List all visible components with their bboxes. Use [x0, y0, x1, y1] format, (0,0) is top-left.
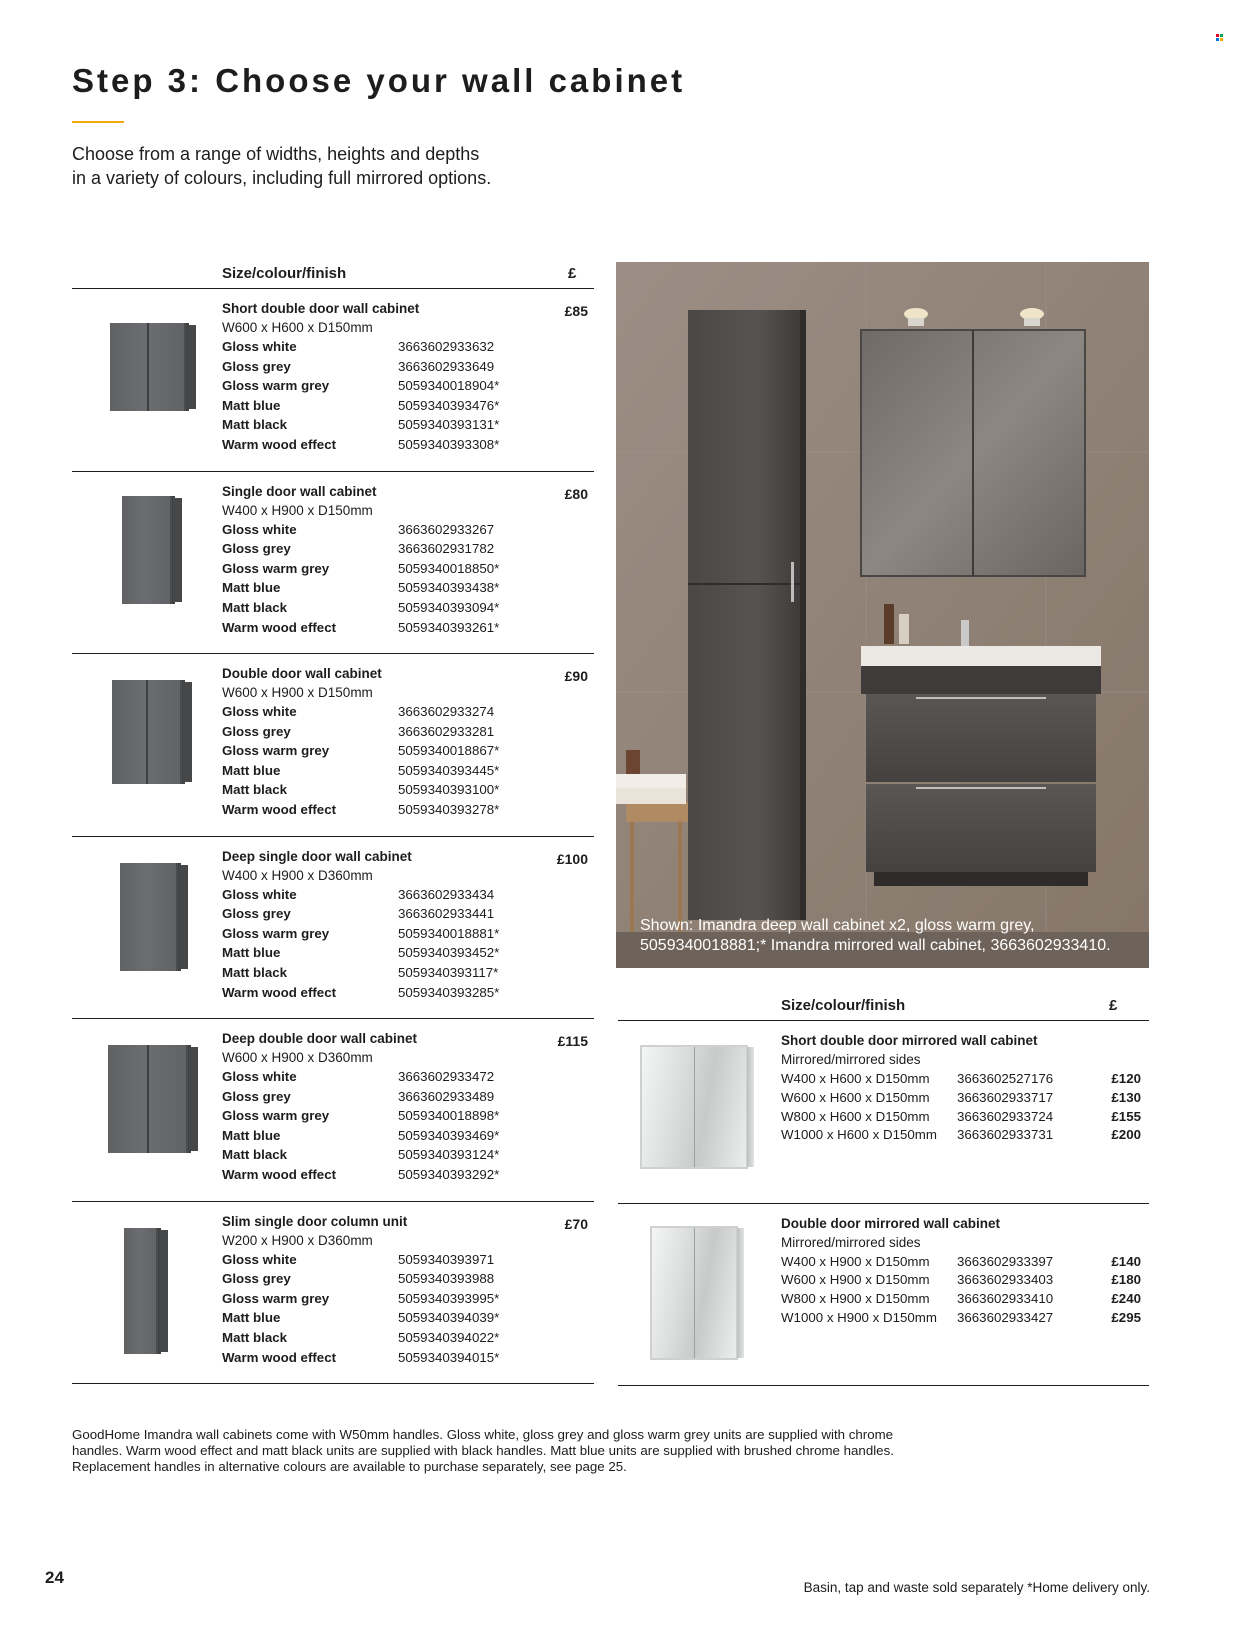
variant-code: 5059340393124* [398, 1147, 500, 1163]
product-price: £100 [556, 850, 588, 867]
footnote-line: Replacement handles in alternative colours are available to purchase separately, see page 25. [72, 1459, 627, 1474]
variant-code: 5059340393131* [398, 417, 500, 433]
variant-row [222, 704, 522, 724]
handles-footnote [72, 1427, 1132, 1475]
size-row [781, 1310, 1141, 1329]
brand-mark-icon [1216, 34, 1223, 41]
variant-code: 5059340393261* [398, 619, 500, 635]
footnote-line: GoodHome Imandra wall cabinets come with W50mm handles. Gloss white, gloss grey and gloss warm grey units are supplied with chrome [72, 1427, 894, 1442]
variant-row [222, 887, 522, 907]
title-underline [72, 121, 124, 123]
size-dimensions: W600 x H600 x D150mm [781, 1089, 930, 1105]
size-price: £295 [1111, 1309, 1141, 1325]
size-row [781, 1127, 1141, 1146]
variant-code: 5059340393100* [398, 782, 500, 798]
variant-code: 5059340394015* [398, 1349, 500, 1365]
variant-finish: Gloss white [222, 521, 297, 537]
variant-row [222, 1330, 522, 1350]
product-dimensions: W600 x H900 x D150mm [222, 685, 373, 700]
variant-code: 5059340393452* [398, 945, 500, 961]
bathroom-photo [616, 262, 1149, 968]
photo-caption [640, 916, 1140, 956]
variant-finish: Gloss grey [222, 723, 291, 739]
variant-row [222, 1128, 522, 1148]
caption-line: 5059340018881;* Imandra mirrored wall cabinet, 3663602933410. [640, 937, 1111, 954]
cabinet-side [173, 498, 182, 602]
size-dimensions: W1000 x H900 x D150mm [781, 1309, 937, 1325]
size-row [781, 1254, 1141, 1273]
short-double-door-cabinet-icon [110, 323, 189, 411]
variant-code: 3663602933632 [398, 339, 495, 354]
variant-finish: Gloss white [222, 1069, 297, 1084]
short-mirrored-cabinet-icon [640, 1045, 748, 1169]
size-price: £155 [1111, 1108, 1141, 1124]
caption-line: Shown: Imandra deep wall cabinet x2, gloss warm grey, [640, 917, 1035, 934]
product-name: Single door wall cabinet [222, 483, 377, 499]
variant-row [222, 1167, 522, 1187]
right-table-header [618, 994, 1149, 1021]
variant-finish: Matt black [222, 1329, 288, 1345]
door-split [694, 1047, 695, 1167]
variant-row [222, 339, 522, 359]
variant-finish: Gloss grey [222, 906, 291, 922]
variant-finish: Matt blue [222, 762, 281, 778]
variant-finish: Warm wood effect [222, 437, 337, 452]
cabinet-side [737, 1228, 744, 1358]
variant-finish: Gloss white [222, 1251, 297, 1267]
intro-text [72, 142, 592, 190]
variant-code: 5059340393308* [398, 437, 500, 452]
variant-finish: Matt blue [222, 1127, 281, 1143]
variant-code: 5059340393469* [398, 1127, 500, 1143]
product-dimensions: W600 x H600 x D150mm [222, 320, 373, 335]
cabinet-side [189, 1047, 198, 1151]
variant-code: 5059340393988 [398, 1271, 495, 1287]
variant-row [222, 522, 522, 542]
variant-finish: Gloss grey [222, 541, 291, 557]
product-dimensions: W200 x H900 x D360mm [222, 1232, 373, 1248]
variant-row [222, 724, 522, 744]
variant-finish: Gloss grey [222, 1088, 291, 1104]
size-dimensions: W400 x H600 x D150mm [781, 1071, 930, 1086]
variant-row [222, 541, 522, 561]
variant-code: 5059340018904* [398, 378, 500, 394]
variant-row [222, 561, 522, 581]
product-price: £85 [564, 303, 588, 319]
variant-row [222, 437, 522, 457]
variant-code: 3663602933472 [398, 1069, 495, 1084]
variant-code: 5059340393476* [398, 397, 500, 413]
column-header-currency: £ [1109, 997, 1118, 1014]
product-block [72, 654, 594, 837]
variant-finish: Matt black [222, 782, 288, 798]
page-number: 24 [45, 1568, 64, 1587]
variant-code: 5059340018850* [398, 560, 500, 576]
cabinet-side [187, 325, 196, 409]
variant-row [222, 1147, 522, 1167]
cabinet-side [183, 682, 192, 782]
variant-finish: Matt blue [222, 1310, 281, 1326]
product-dimensions: W400 x H900 x D360mm [222, 867, 373, 883]
variant-finish: Gloss grey [222, 1271, 291, 1287]
variant-code: 3663602933649 [398, 358, 495, 374]
size-dimensions: W600 x H900 x D150mm [781, 1272, 930, 1288]
variant-code: 3663602933489 [398, 1088, 495, 1104]
variant-finish: Matt black [222, 417, 288, 433]
size-dimensions: W800 x H900 x D150mm [781, 1291, 930, 1307]
product-price: £115 [557, 1033, 588, 1049]
product-block [72, 1202, 594, 1385]
variant-finish: Matt blue [222, 397, 281, 413]
product-block [618, 1021, 1149, 1204]
product-name: Double door wall cabinet [222, 666, 382, 681]
product-block [72, 472, 594, 655]
variant-code: 5059340018881* [398, 925, 500, 941]
variant-finish: Warm wood effect [222, 984, 337, 1000]
product-price: £90 [564, 668, 588, 684]
double-door-cabinet-icon [112, 680, 185, 784]
size-code: 3663602527176 [957, 1071, 1054, 1086]
variant-finish: Gloss white [222, 339, 297, 354]
cabinet-side [159, 1230, 168, 1352]
variant-row [222, 359, 522, 379]
tall-mirrored-cabinet-icon [650, 1226, 738, 1360]
variant-row [222, 782, 522, 802]
variant-code: 5059340393971 [398, 1251, 495, 1267]
variant-finish: Gloss white [222, 704, 297, 719]
variant-code: 3663602933274 [398, 704, 495, 719]
size-code: 3663602933717 [957, 1089, 1054, 1105]
variant-code: 3663602933441 [398, 906, 495, 922]
product-subtitle: Mirrored/mirrored sides [781, 1052, 921, 1067]
size-dimensions: W1000 x H600 x D150mm [781, 1127, 937, 1143]
door-split [147, 1045, 149, 1153]
column-header-currency: £ [568, 265, 577, 282]
size-price: £200 [1111, 1127, 1141, 1143]
left-table-header [72, 262, 594, 289]
size-price: £180 [1111, 1272, 1141, 1288]
variant-row [222, 398, 522, 418]
product-name: Slim single door column unit [222, 1213, 408, 1229]
door-split [147, 323, 149, 411]
variant-code: 5059340393117* [398, 964, 499, 980]
door-split [146, 680, 148, 784]
size-row [781, 1090, 1141, 1109]
delivery-note: Basin, tap and waste sold separately *Home delivery only. [803, 1580, 1150, 1595]
cabinet-side [179, 865, 188, 969]
variant-code: 5059340393445* [398, 762, 500, 778]
product-block [618, 1204, 1149, 1387]
product-name: Deep double door wall cabinet [222, 1031, 418, 1046]
variant-row [222, 1291, 522, 1311]
variant-finish: Warm wood effect [222, 1349, 337, 1365]
variant-row [222, 1108, 522, 1128]
size-code: 3663602933427 [957, 1309, 1054, 1325]
size-price: £240 [1111, 1291, 1141, 1307]
variant-row [222, 620, 522, 640]
variant-finish: Gloss warm grey [222, 560, 330, 576]
size-price: £130 [1111, 1089, 1141, 1105]
size-price: £120 [1111, 1071, 1141, 1086]
product-dimensions: W400 x H900 x D150mm [222, 502, 373, 518]
product-dimensions: W600 x H900 x D360mm [222, 1050, 373, 1065]
variant-code: 3663602931782 [398, 541, 495, 557]
door-split [694, 1228, 695, 1358]
size-dimensions: W800 x H600 x D150mm [781, 1108, 930, 1124]
variant-row [222, 600, 522, 620]
variant-row [222, 945, 522, 965]
variant-finish: Matt black [222, 599, 288, 615]
variant-row [222, 743, 522, 763]
variant-row [222, 985, 522, 1005]
variant-row [222, 580, 522, 600]
product-name: Deep single door wall cabinet [222, 848, 412, 864]
size-code: 3663602933731 [957, 1127, 1054, 1143]
variant-row [222, 1310, 522, 1330]
variant-code: 3663602933281 [398, 723, 495, 739]
size-row [781, 1109, 1141, 1128]
deep-double-door-cabinet-icon [108, 1045, 191, 1153]
product-price: £80 [564, 485, 588, 502]
size-row [781, 1272, 1141, 1291]
variant-code: 5059340394022* [398, 1329, 500, 1345]
product-name: Short double door mirrored wall cabinet [781, 1033, 1038, 1048]
variant-row [222, 1069, 522, 1089]
variant-code: 5059340393438* [398, 580, 500, 596]
product-name: Short double door wall cabinet [222, 301, 420, 316]
product-price: £70 [564, 1215, 588, 1232]
variant-code: 5059340393995* [398, 1290, 500, 1306]
intro-line: in a variety of colours, including full mirrored options. [72, 168, 492, 188]
product-block [72, 1019, 594, 1202]
size-row [781, 1291, 1141, 1310]
variant-code: 5059340394039* [398, 1310, 500, 1326]
variant-code: 3663602933267 [398, 521, 495, 537]
variant-code: 3663602933434 [398, 886, 495, 902]
size-code: 3663602933724 [957, 1108, 1054, 1124]
bathroom-scene-illustration [616, 262, 1149, 968]
variant-row [222, 965, 522, 985]
variant-code: 5059340393278* [398, 802, 500, 817]
page-title: Step 3: Choose your wall cabinet [72, 62, 686, 99]
variant-row [222, 1350, 522, 1370]
product-block [72, 837, 594, 1020]
variant-code: 5059340018867* [398, 743, 500, 759]
variant-row [222, 1089, 522, 1109]
deep-single-door-cabinet-icon [120, 863, 181, 971]
intro-line: Choose from a range of widths, heights and depths [72, 144, 480, 164]
variant-row [222, 378, 522, 398]
variant-finish: Gloss white [222, 886, 297, 902]
variant-row [222, 763, 522, 783]
size-code: 3663602933410 [957, 1291, 1054, 1307]
variant-finish: Gloss warm grey [222, 743, 330, 759]
variant-finish: Matt black [222, 964, 288, 980]
column-header-size: Size/colour/finish [781, 997, 906, 1014]
variant-finish: Warm wood effect [222, 619, 337, 635]
variant-finish: Gloss grey [222, 358, 291, 374]
variant-finish: Warm wood effect [222, 1167, 337, 1182]
variant-row [222, 1271, 522, 1291]
variant-finish: Gloss warm grey [222, 925, 330, 941]
variant-finish: Matt black [222, 1147, 288, 1163]
size-dimensions: W400 x H900 x D150mm [781, 1253, 930, 1269]
variant-finish: Matt blue [222, 945, 281, 961]
variant-code: 5059340393094* [398, 599, 500, 615]
variant-code: 5059340393285* [398, 984, 500, 1000]
variant-finish: Gloss warm grey [222, 378, 330, 394]
variant-row [222, 906, 522, 926]
variant-finish: Warm wood effect [222, 802, 337, 817]
variant-finish: Gloss warm grey [222, 1108, 330, 1124]
variant-finish: Matt blue [222, 580, 281, 596]
variant-code: 5059340393292* [398, 1167, 500, 1182]
variant-row [222, 417, 522, 437]
variant-finish: Gloss warm grey [222, 1290, 330, 1306]
product-block [72, 289, 594, 472]
column-header-size: Size/colour/finish [222, 265, 347, 282]
size-price: £140 [1111, 1253, 1141, 1269]
single-door-cabinet-icon [122, 496, 175, 604]
product-subtitle: Mirrored/mirrored sides [781, 1234, 921, 1250]
slim-column-unit-icon [124, 1228, 161, 1354]
cabinet-side [747, 1047, 754, 1167]
footnote-line: handles. Warm wood effect and matt black units are supplied with black handles. Matt blue units are supplied with brushed chrome handles. [72, 1443, 894, 1458]
size-code: 3663602933397 [957, 1253, 1054, 1269]
product-name: Double door mirrored wall cabinet [781, 1215, 1001, 1231]
variant-row [222, 926, 522, 946]
variant-code: 5059340018898* [398, 1108, 500, 1124]
variant-row [222, 802, 522, 822]
size-code: 3663602933403 [957, 1272, 1054, 1288]
size-row [781, 1071, 1141, 1090]
variant-row [222, 1252, 522, 1272]
